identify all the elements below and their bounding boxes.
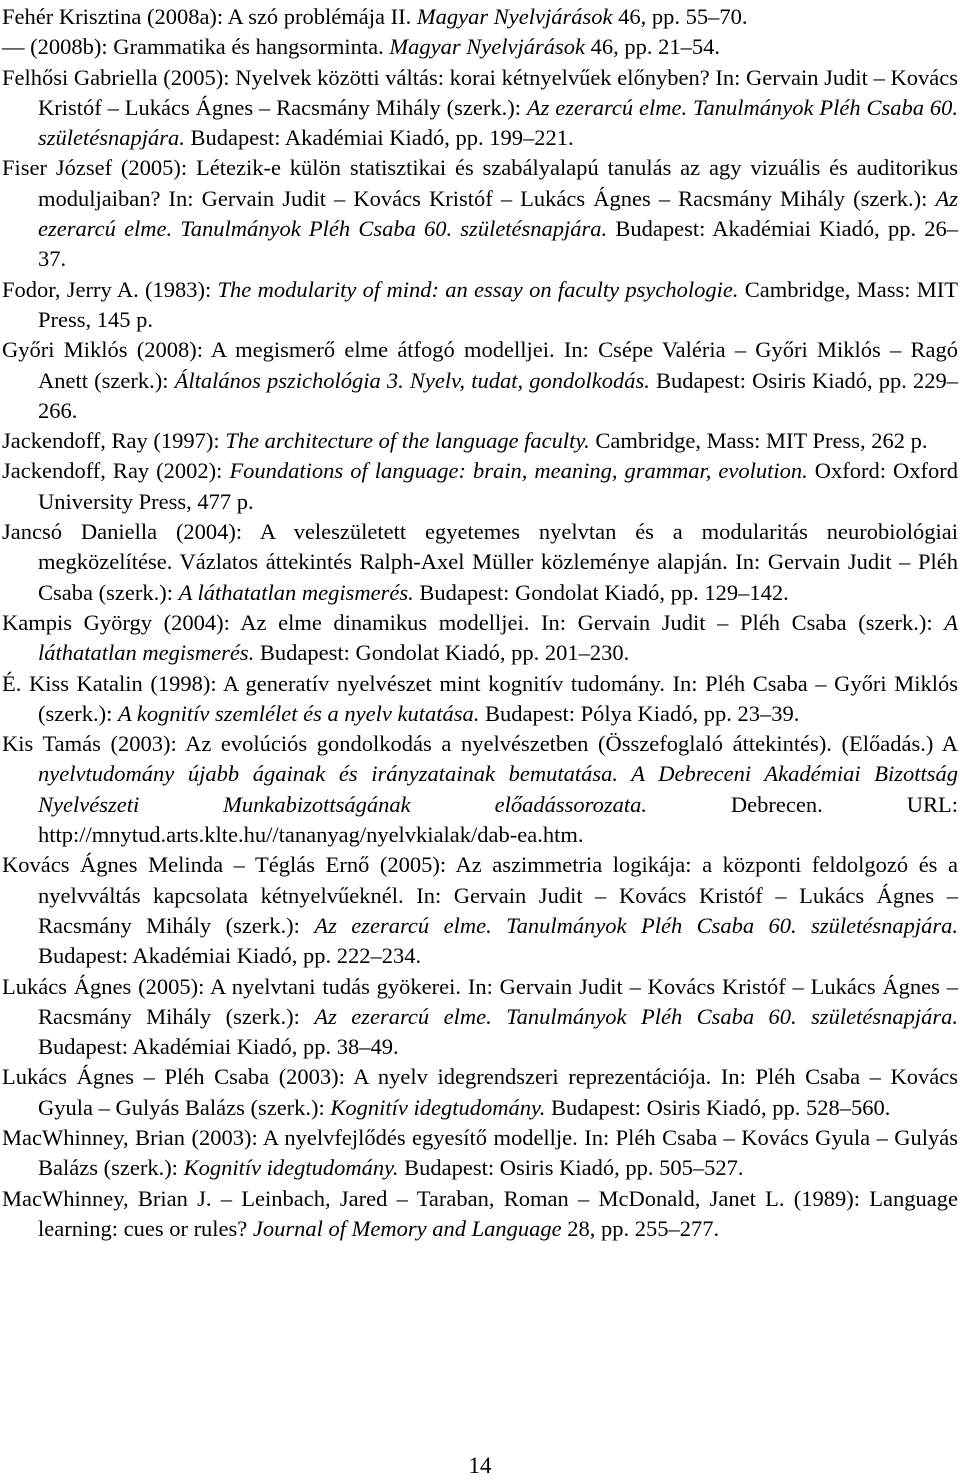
reference-title-italic: Magyar Nyelvjárások	[389, 34, 586, 60]
reference-text: Budapest: Gondolat Kiadó, pp. 201–230.	[254, 640, 630, 666]
reference-entry	[2, 1062, 958, 1123]
reference-text: Oxford: Oxford University Press, 477 p.	[38, 458, 958, 514]
reference-title-italic: A láthatatlan megismerés.	[38, 609, 958, 666]
reference-text: Kampis György (2004): Az elme dinamikus modelljei. In: Gervain Judit – Pléh Csaba (szerk.):	[2, 609, 945, 635]
reference-title-italic: Magyar Nyelvjárások	[416, 4, 613, 29]
reference-text: — (2008b): Grammatika és hangsorminta.	[2, 34, 390, 60]
reference-entry	[2, 517, 958, 608]
reference-text: Budapest: Akadémiai Kiadó, pp. 26–37.	[38, 216, 958, 272]
reference-title-italic: nyelvtudomány újabb ágainak és irányzatainak bemutatása. A Debreceni Akadémiai Bizottság Nyelvészeti Munkabizottságának előadássorozata.	[38, 761, 958, 817]
reference-entry	[2, 729, 958, 850]
reference-title-italic: Az ezerarcú elme. Tanulmányok Pléh Csaba 60. születésnapjára.	[38, 185, 958, 242]
reference-entry	[2, 972, 958, 1063]
reference-text: Kis Tamás (2003): Az evolúciós gondolkodás a nyelvészetben (Összefoglaló áttekintés). (Előadás.) A	[2, 731, 958, 757]
reference-entry	[2, 335, 958, 426]
reference-title-italic: The modularity of mind: an essay on faculty psychologie.	[217, 276, 739, 302]
reference-text: Debrecen. URL: http://mnytud.arts.klte.hu//tananyag/nyelvkialak/dab-ea.htm.	[38, 791, 958, 848]
reference-title-italic: Általános pszichológia 3. Nyelv, tudat, gondolkodás.	[174, 367, 650, 393]
reference-entry	[2, 1123, 958, 1184]
reference-title-italic: Az ezerarcú elme. Tanulmányok Pléh Csaba 60. születésnapjára.	[314, 1003, 958, 1029]
reference-text: 46, pp. 55–70.	[612, 4, 748, 29]
reference-text: Budapest: Akadémiai Kiadó, pp. 38–49.	[38, 1034, 399, 1060]
reference-entry	[2, 608, 958, 669]
reference-entry	[2, 32, 958, 62]
reference-text: MacWhinney, Brian J. – Leinbach, Jared – Taraban, Roman – McDonald, Janet L. (1989): Language learning: cues or rules?	[2, 1185, 958, 1241]
reference-text: Fehér Krisztina (2008a): A szó problémája II.	[2, 4, 417, 29]
reference-title-italic: Journal of Memory and Language	[252, 1215, 562, 1241]
reference-entry	[2, 63, 958, 154]
reference-entry	[2, 850, 958, 971]
reference-entry	[2, 426, 958, 456]
reference-title-italic: Az ezerarcú elme. Tanulmányok Pléh Csaba 60. születésnapjára.	[314, 912, 958, 938]
reference-text: Lukács Ágnes (2005): A nyelvtani tudás gyökerei. In: Gervain Judit – Kovács Kristóf – Lukács Ágnes – Racsmány Mihály (szerk.):	[2, 973, 958, 1029]
reference-text: Felhősi Gabriella (2005): Nyelvek közötti váltás: korai kétnyelvűek előnyben? In: Gervain Judit – Kovács Kristóf – Lukács Ágnes – Racsmány Mihály (szerk.):	[2, 64, 958, 120]
reference-text: Budapest: Osiris Kiadó, pp. 528–560.	[545, 1094, 891, 1120]
reference-list	[2, 2, 958, 1244]
reference-title-italic: A láthatatlan megismerés.	[178, 579, 414, 605]
reference-text: Cambridge, Mass: MIT Press, 145 p.	[38, 276, 959, 332]
reference-text: Budapest: Pólya Kiadó, pp. 23–39.	[479, 700, 800, 726]
reference-text: Cambridge, Mass: MIT Press, 262 p.	[589, 428, 928, 454]
reference-text: Győri Miklós (2008): A megismerő elme átfogó modelljei. In: Csépe Valéria – Győri Miklós – Ragó Anett (szerk.):	[2, 337, 958, 393]
reference-entry	[2, 275, 958, 336]
reference-text: Budapest: Osiris Kiadó, pp. 229–266.	[38, 367, 958, 423]
reference-text: Budapest: Akadémiai Kiadó, pp. 222–234.	[38, 943, 422, 969]
reference-text: Jackendoff, Ray (1997):	[2, 428, 226, 454]
reference-text: Jancsó Daniella (2004): A veleszületett egyetemes nyelvtan és a modularitás neurobiológiai megközelítése. Vázlatos áttekintés Ralph-Axel Müller közleménye alapján. In: Gervain Judit – Pléh Csaba (szerk.):	[2, 519, 958, 605]
reference-title-italic: Foundations of language: brain, meaning, grammar, evolution.	[229, 458, 808, 484]
page-number: 14	[468, 1453, 492, 1478]
reference-text: MacWhinney, Brian (2003): A nyelvfejlődés egyesítő modellje. In: Pléh Csaba – Kovács Gyula – Gulyás Balázs (szerk.):	[2, 1124, 958, 1181]
reference-text: Budapest: Gondolat Kiadó, pp. 129–142.	[413, 579, 789, 605]
reference-title-italic: Kognitív idegtudomány.	[330, 1094, 546, 1120]
reference-title-italic: The architecture of the language faculty.	[225, 428, 590, 454]
reference-text: Fiser József (2005): Létezik-e külön statisztikai és szabályalapú tanulás az agy vizuális és auditorikus moduljaiban? In: Gervain Judit – Kovács Kristóf – Lukács Ágnes – Racsmány Mihály (szerk.):	[2, 155, 958, 211]
reference-entry	[2, 456, 958, 517]
reference-text: Jackendoff, Ray (2002):	[2, 458, 230, 484]
reference-text: 46, pp. 21–54.	[585, 34, 721, 60]
reference-entry	[2, 1184, 958, 1245]
reference-entry	[2, 669, 958, 730]
reference-text: Budapest: Akadémiai Kiadó, pp. 199–221.	[184, 125, 574, 151]
reference-text: Lukács Ágnes – Pléh Csaba (2003): A nyelv idegrendszeri reprezentációja. In: Pléh Csaba – Kovács Gyula – Gulyás Balázs (szerk.):	[2, 1064, 958, 1120]
reference-text: 28, pp. 255–277.	[561, 1215, 720, 1241]
reference-text: É. Kiss Katalin (1998): A generatív nyelvészet mint kognitív tudomány. In: Pléh Csaba – Győri Miklós (szerk.):	[2, 670, 958, 726]
reference-text: Kovács Ágnes Melinda – Téglás Ernő (2005): Az aszimmetria logikája: a központi feldolgozó és a nyelvváltás kapcsolata kétnyelvűeknél. In: Gervain Judit – Kovács Kristóf – Lukács Ágnes – Racsmány Mihály (szerk.):	[2, 852, 958, 938]
reference-text: Budapest: Osiris Kiadó, pp. 505–527.	[398, 1155, 744, 1181]
reference-title-italic: A kognitív szemlélet és a nyelv kutatása.	[117, 700, 480, 726]
reference-title-italic: Kognitív idegtudomány.	[183, 1155, 399, 1181]
reference-text: Fodor, Jerry A. (1983):	[2, 276, 218, 302]
reference-entry	[2, 2, 958, 32]
reference-title-italic: Az ezerarcú elme. Tanulmányok Pléh Csaba 60. születésnapjára.	[38, 94, 958, 151]
reference-entry	[2, 153, 958, 274]
